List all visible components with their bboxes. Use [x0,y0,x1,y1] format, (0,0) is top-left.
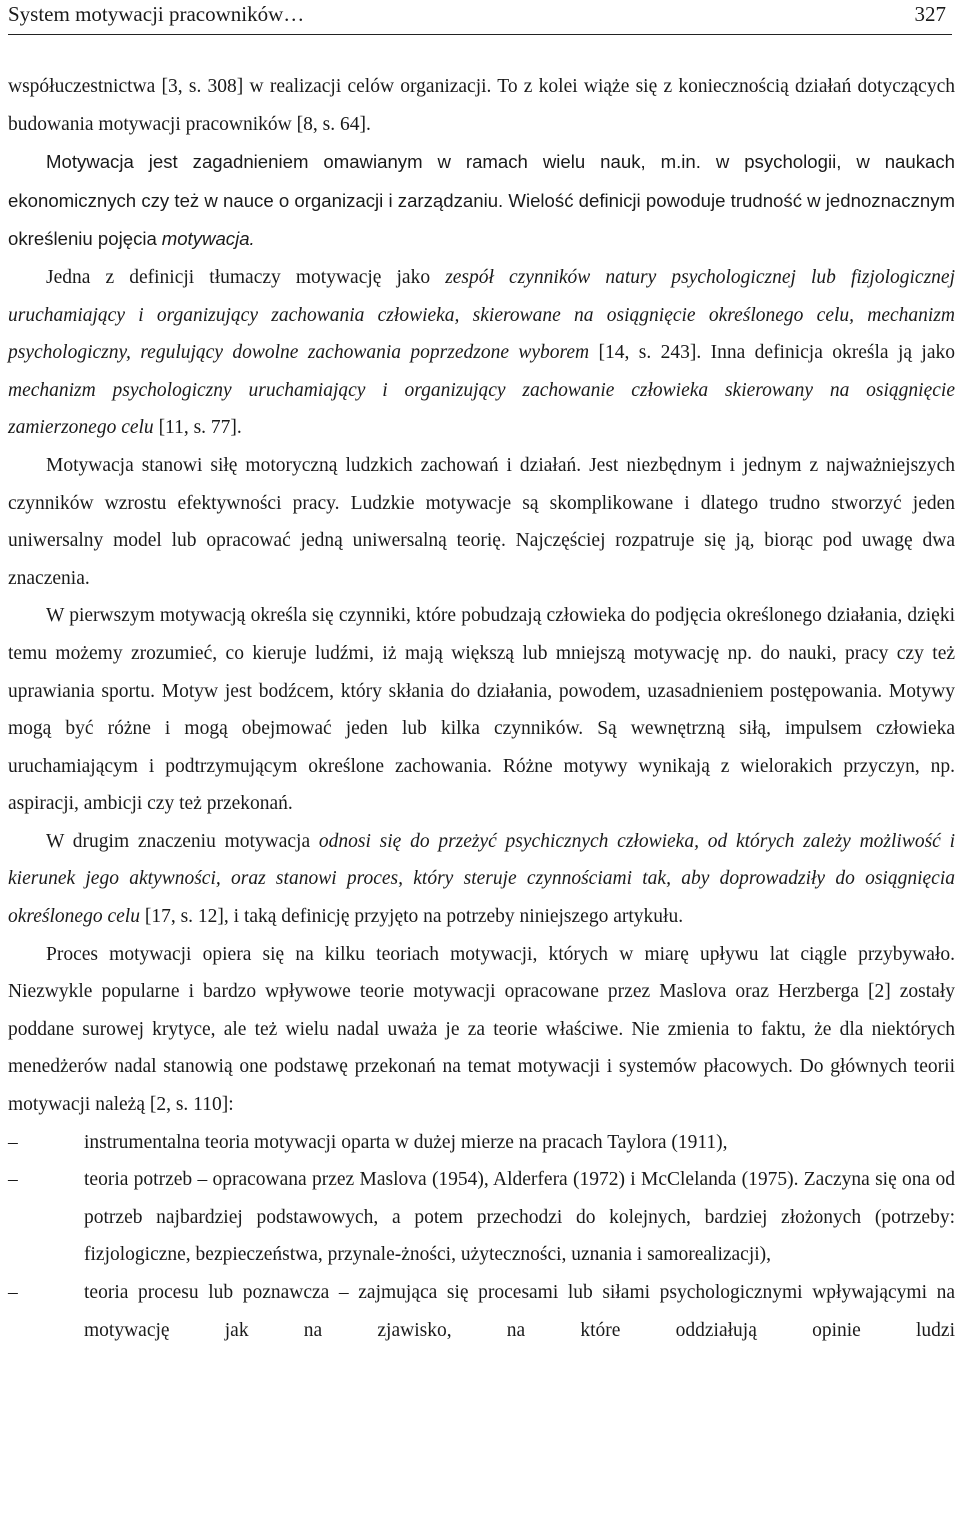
paragraph-3-text-a: Jedna z definicji tłumaczy motywację jako [46,266,431,288]
paragraph-6-text-a: W drugim znaczeniu motywacja [46,830,311,852]
theories-list [8,1124,955,1350]
running-header [8,0,952,35]
list-item [8,1161,955,1274]
paragraph-1 [8,68,955,143]
running-title: System motywacji pracowników… [8,2,305,26]
paragraph-6-text-c: [17, s. 12], i taką definicję przyjęto na potrzeby niniejszego artykułu. [144,906,684,928]
paragraph-4 [8,447,955,597]
list-item-text: instrumentalna teoria motywacji oparta w dużej mierze na pracach Taylora (1911), [84,1131,728,1153]
dash-bullet: – [8,1131,18,1153]
list-item-text: teoria potrzeb – opracowana przez Maslova (1954), Alderfera (1972) i McClelanda (1975). Zaczyna się ona od potrzeb najbardziej podstawowych, a potem przechodzi do kolejnych, bardziej złożonych (potrzeby: fizjologiczne, bezpieczeństwa, przynale-żności, użyteczności, uznania i samorealizacji), [84,1169,955,1266]
paragraph-2-term: motywacja. [161,228,255,250]
paragraph-3-text-c: [14, s. 243]. Inna definicja określa ją jako [598,342,955,364]
paragraph-2 [8,143,955,259]
list-item [8,1124,955,1162]
paragraph-2-text: Motywacja jest zagadnieniem omawianym w ramach wielu nauk, m.in. w psychologii, w naukach ekonomicznych czy też w nauce o organizacji i zarządzaniu. Wielość definicji powoduje trudność w jednoznacznym określeniu pojęcia [8,151,955,250]
paragraph-3-quote-b: mechanizm psychologiczny uruchamiający i organizujący zachowanie człowieka skierowany na osiągnięcie zamierzonego celu [8,379,955,439]
page-number: 327 [914,2,946,26]
paragraph-5 [8,597,955,823]
paragraph-6-quote: odnosi się do przeżyć psychicznych człowieka, od których zależy możliwość i kierunek jego aktywności, oraz stanowi proces, który steruje czynnościami tak, aby doprowadziły do osiągnięcia określonego celu [8,830,956,928]
paragraph-6 [8,823,955,936]
paragraph-3 [8,259,955,447]
dash-bullet: – [8,1282,18,1303]
paragraph-5-text: W pierwszym motywacją określa się czynniki, które pobudzają człowieka do podjęcia określonego działania, dzięki temu możemy zrozumieć, co kieruje ludźmi, iż mają większą lub mniejszą motywację np. do nauki, pracy czy też uprawiania sportu. Motyw jest bodźcem, który skłania do działania, powodem, uzasadnieniem postępowania. Motywy mogą być różne i mogą obejmować jeden lub kilka czynników. Są wewnętrzną siłą, impulsem człowieka uruchamiającym i podtrzymującym określone zachowania. Różne motywy wynikają z wielorakich przyczyn, np. aspiracji, ambicji czy też przekonań. [8,605,955,815]
dash-bullet: – [8,1169,18,1191]
page-body [8,68,955,1349]
paragraph-1-text: współuczestnictwa [3, s. 308] w realizacji celów organizacji. To z kolei wiąże się z koniecznością działań dotyczących budowania motywacji pracowników [8, s. 64]. [8,76,955,135]
paragraph-7 [8,936,955,1124]
paragraph-3-quote-a: zespół czynników natury psychologicznej lub fizjologicznej uruchamiający i organizujący zachowania człowieka, skierowane na osiągnięcie określonego celu, mechanizm psychologiczny, regulujący dowolne zachowania poprzedzone wyborem [8,266,956,364]
paragraph-7-text: Proces motywacji opiera się na kilku teoriach motywacji, których w miarę upływu lat ciągle przybywało. Niezwykle popularne i bardzo wpływowe teorie motywacji opracowane przez Maslova oraz Herzberga [2] zostały poddane surowej krytyce, ale też wielu nadal uważa je za teorie właściwe. Nie zmienia to faktu, że dla niektórych menedżerów nadal stanowią one podstawę przekonań na temat motywacji i systemów płacowych. Do głównych teorii motywacji należą [2, s. 110]: [8,943,955,1116]
list-item [8,1274,955,1349]
paragraph-4-text: Motywacja stanowi siłę motoryczną ludzkich zachowań i działań. Jest niezbędnym i jednym z najważniejszych czynników wzrostu efektywności pracy. Ludzkie motywacje są skomplikowane i dlatego trudno stworzyć jeden uniwersalny model lub opracować jedną uniwersalną teorię. Najczęściej rozpatruje się ją, biorąc pod uwagę dwa znaczenia. [8,454,955,589]
paragraph-3-text-e: [11, s. 77]. [158,417,242,439]
list-item-text: teoria procesu lub poznawcza – zajmująca się procesami lub siłami psychologicznymi wpływającymi na motywację jak na zjawisko, na które oddziałują opinie ludzi [84,1282,955,1341]
